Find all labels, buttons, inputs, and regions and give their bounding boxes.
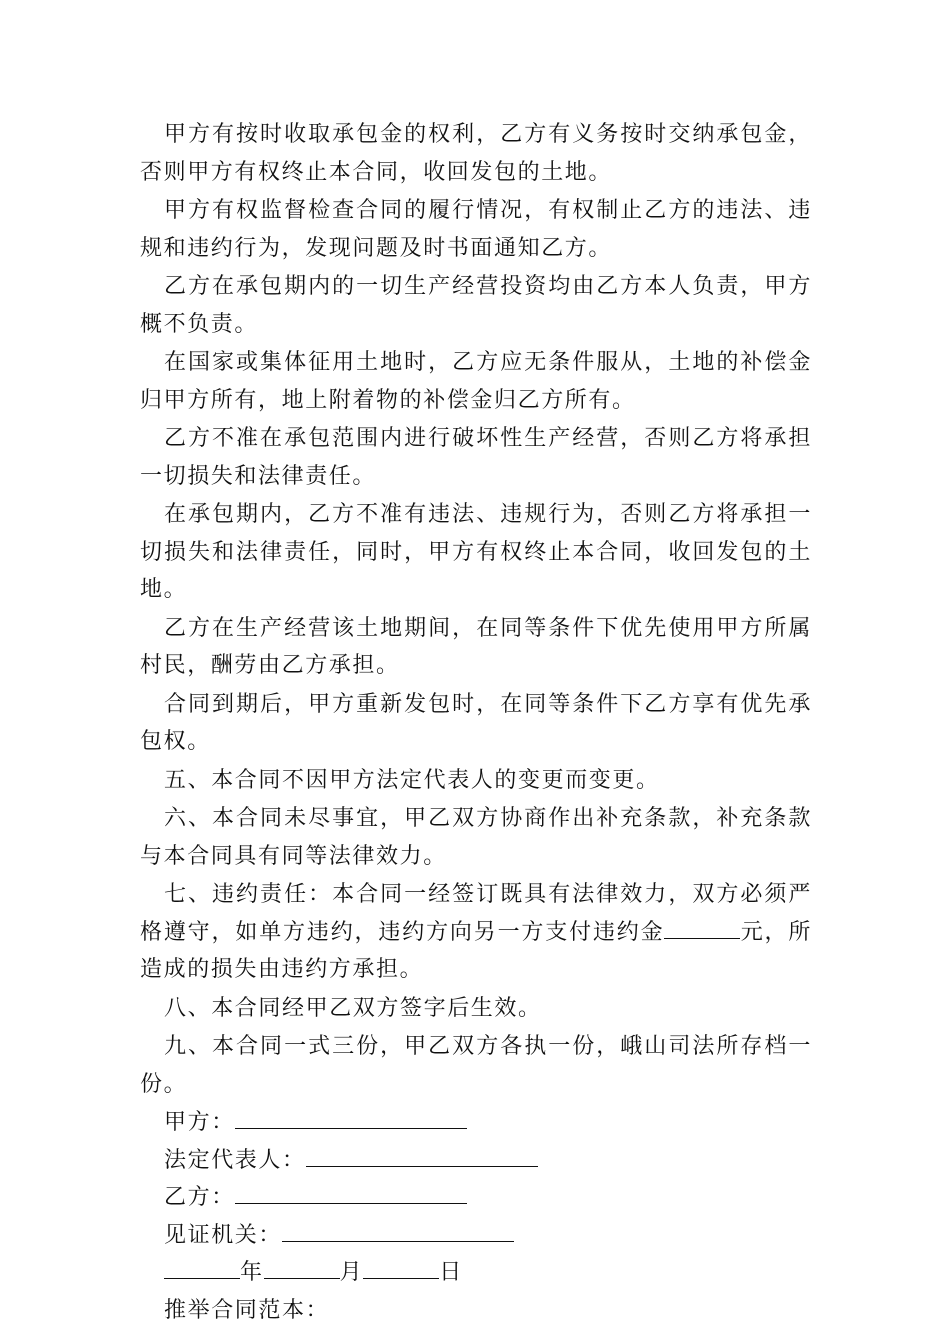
month-blank: [264, 1256, 340, 1279]
paragraph: 乙方在承包期内的一切生产经营投资均由乙方本人负责，甲方概不负责。: [140, 274, 812, 337]
clause-6: 六、本合同未尽事宜，甲乙双方协商作出补充条款，补充条款与本合同具有同等法律效力。: [140, 806, 812, 869]
breach-text-before: 七、违约责任：本合同一经签订既具有法律效力，双方必须严格遵守，如单方违约，违约方向另一方支付违约金: [140, 882, 812, 945]
party-a-blank: [235, 1106, 467, 1129]
paragraph: 合同到期后，甲方重新发包时，在同等条件下乙方享有优先承包权。: [140, 691, 812, 754]
breach-text-after: 元，所造成的损失由违约方承担。: [140, 919, 812, 982]
penalty-amount-blank: [664, 916, 740, 939]
day-blank: [363, 1256, 439, 1279]
year-blank: [164, 1256, 240, 1279]
clause-7-breach: [140, 876, 812, 989]
witness-label: 见证机关：: [164, 1222, 283, 1248]
witness-blank: [282, 1219, 514, 1242]
party-a-signature: [140, 1104, 812, 1142]
month-label: 月: [339, 1260, 364, 1285]
paragraph: 甲方有权监督检查合同的履行情况，有权制止乙方的违法、违规和违约行为，发现问题及时书面通知乙方。: [140, 198, 812, 261]
recommend-template-heading: 推举合同范本：: [164, 1297, 330, 1323]
party-b-signature: [140, 1179, 812, 1217]
legal-rep-signature: [140, 1142, 812, 1180]
contract-body: [140, 116, 812, 1329]
legal-rep-label: 法定代表人：: [164, 1147, 306, 1173]
paragraph: 在承包期内，乙方不准有违法、违规行为，否则乙方将承担一切损失和法律责任，同时，甲方有权终止本合同，收回发包的土地。: [140, 502, 812, 602]
paragraph: 甲方有按时收取承包金的权利，乙方有义务按时交纳承包金，否则甲方有权终止本合同，收回发包的土地。: [140, 122, 812, 185]
party-b-label: 乙方：: [164, 1185, 235, 1210]
paragraph: 乙方不准在承包范围内进行破坏性生产经营，否则乙方将承担一切损失和法律责任。: [140, 426, 812, 489]
paragraph: 乙方在生产经营该土地期间，在同等条件下优先使用甲方所属村民，酬劳由乙方承担。: [140, 615, 812, 678]
date-line: [140, 1254, 812, 1292]
year-label: 年: [240, 1260, 264, 1285]
party-b-blank: [235, 1181, 467, 1204]
clause-9: 九、本合同一式三份，甲乙双方各执一份，峨山司法所存档一份。: [140, 1034, 812, 1097]
party-a-label: 甲方：: [164, 1110, 235, 1135]
clause-8: 八、本合同经甲乙双方签字后生效。: [164, 995, 542, 1021]
clause-5: 五、本合同不因甲方法定代表人的变更而变更。: [164, 767, 660, 793]
witness-signature: [140, 1217, 812, 1255]
legal-rep-blank: [306, 1144, 538, 1167]
paragraph: 在国家或集体征用土地时，乙方应无条件服从，土地的补偿金归甲方所有，地上附着物的补偿金归乙方所有。: [140, 350, 812, 413]
day-label: 日: [439, 1260, 463, 1285]
